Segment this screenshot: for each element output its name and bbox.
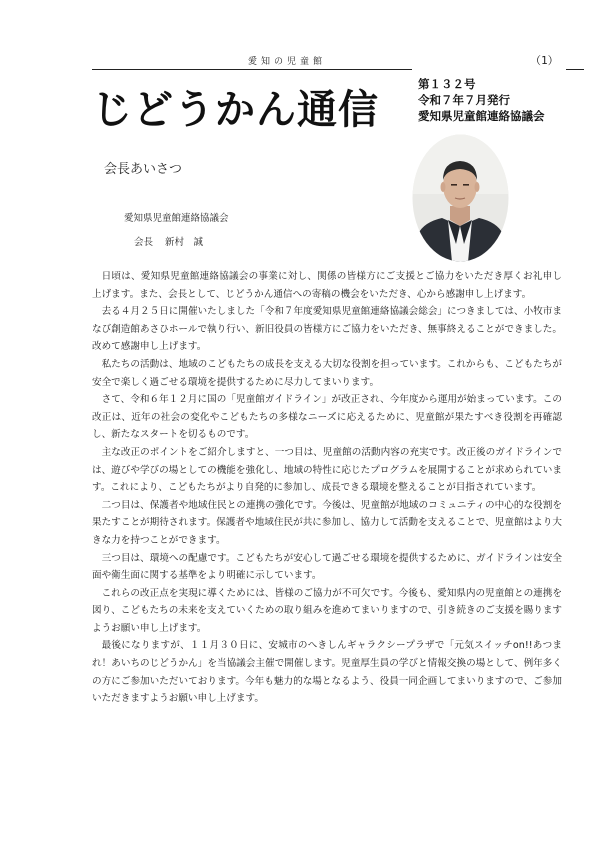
paragraph: 主な改正のポイントをご紹介しますと、一つ目は、児童館の活動内容の充実です。改正後のガイドラインでは、遊びや学びの場としての機能を強化し、地域の特性に応じたプログラムを展開することが求められています。これにより、こどもたちがより自発的に参加し、成長できる環境を整えることが目指されています。 (92, 446, 562, 494)
paragraph: 二つ目は、保護者や地域住民との連携の強化です。今後は、児童館が地域のコミュニティの中心的な役割を果たすことが期待されます。保護者や地域住民が共に参加し、協力して活動を支えることで、児童館はより大きな力を持つことができます。 (92, 499, 562, 546)
section-title: 会長あいさつ (104, 162, 183, 177)
masthead-title: じどうかん通信 (92, 87, 379, 133)
paragraph: 私たちの活動は、地域のこどもたちの成長を支える大切な役割を担っています。これからも、こどもたちが安全で楽しく過ごせる環境を提供するために尽力してまいります。 (92, 358, 562, 388)
header-rule-right (566, 69, 584, 70)
portrait-photo (412, 134, 509, 262)
author-name: 新村 誠 (165, 237, 204, 248)
paragraph: さて、令和６年１２月に国の「児童館ガイドライン」が改正され、今年度から運用が始まっています。この改正は、近年の社会の変化やこどもたちの多様なニーズに応えるために、児童館が果たすべき役割を再確認し、新たなスタートを切るものです。 (92, 394, 562, 441)
paragraph: これらの改正点を実現に導くためには、皆様のご協力が不可欠です。今後も、愛知県内の児童館との連携を図り、こどもたちの未来を支えていくための取り組みを進めてまいりますので、引き続きのご支援を賜りますようお願い申し上げます。 (92, 587, 562, 634)
paragraph: 日頃は、愛知県児童館連絡協議会の事業に対し、関係の皆様方にご支援とご協力をいただき厚くお礼申し上げます。また、会長として、じどうかん通信への寄稿の機会をいただき、心から感謝申し上げます。 (92, 271, 562, 300)
issue-info (418, 76, 545, 124)
author-signature (134, 234, 215, 248)
author-role: 会長 (134, 237, 154, 248)
page-number: （1） (530, 54, 559, 67)
paragraph: 三つ目は、環境への配慮です。こどもたちが安心して過ごせる環境を提供するために、ガイドラインは安全面や衛生面に関する基準をより明確に示しています。 (92, 552, 562, 582)
header-label: 愛知の児童館 (248, 57, 327, 67)
header-rule (92, 69, 412, 70)
issue-number: 第１３２号 (418, 77, 476, 91)
paragraph: 最後になりますが、１１月３０日に、安城市のへきしんギャラクシープラザで「元気スイッチon!!あつまれ！あいちのじどうかん」を当協議会主催で開催します。児童厚生員の学びと情報交換の場として、例年多くの方にご参加いただいております。今年も魅力的な場となるよう、役員一同企画してまいりますので、ご参加いただきますようお願い申し上げます。 (92, 640, 562, 705)
issue-publisher: 愛知県児童館連絡協議会 (418, 109, 545, 123)
paragraph: 去る４月２５日に開催いたしました「令和７年度愛知県児童館連絡協議会総会」につきましては、小牧市まなび創造館あさひホールで執り行い、新旧役員の皆様方にご協力をいただき、無事終えることができました。改めて感謝申し上げます。 (92, 306, 562, 353)
greeting-body (92, 268, 562, 708)
author-organization: 愛知県児童館連絡協議会 (124, 213, 229, 224)
issue-date: 令和７年７月発行 (418, 93, 510, 107)
